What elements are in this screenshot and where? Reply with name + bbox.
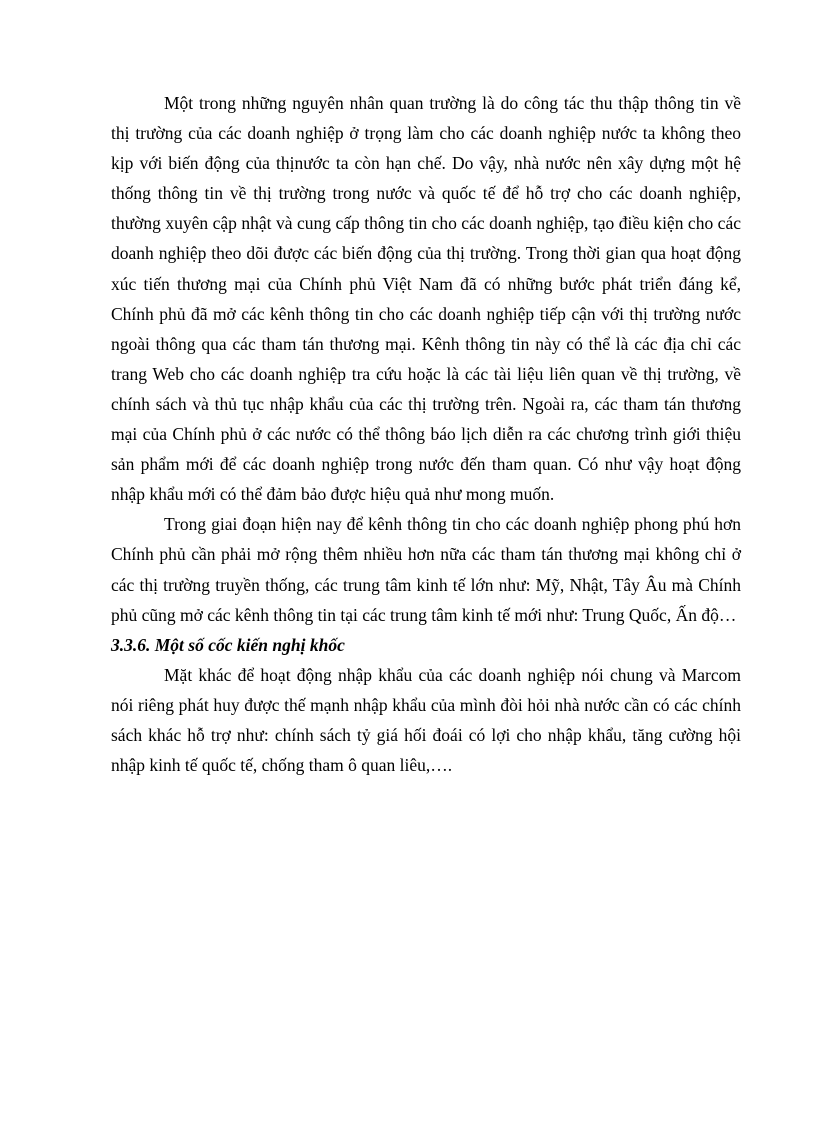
body-paragraph-3: Mặt khác để hoạt động nhập khẩu của các doanh nghiệp nói chung và Marcom nói riêng phát huy được thế mạnh nhập khẩu của mình đòi hỏi nhà nước cần có các chính sách khác hỗ trợ như: chính sách tỷ giá hối đoái có lợi cho nhập khẩu, tăng cường hội nhập kinh tế quốc tế, chống tham ô quan liêu,…. (111, 664, 741, 776)
section-heading: 3.3.6. Một số cốc kiến nghị khốc (111, 634, 345, 655)
body-paragraph-2: Trong giai đoạn hiện nay để kênh thông tin cho các doanh nghiệp phong phú hơn Chính phủ cần phải mở rộng thêm nhiều hơn nữa các tham tán thương mại không chỉ ở các thị trường truyền thống, các trung tâm kinh tế lớn như: Mỹ, Nhật, Tây Âu mà Chính phủ cũng mở các kênh thông tin tại các trung tâm kinh tế mới như: Trung Quốc, Ấn độ… (111, 514, 741, 625)
body-paragraph-1: Một trong những nguyên nhân quan trường là do công tác thu thập thông tin về thị trường của các doanh nghiệp ở trọng làm cho các doanh nghiệp nước ta không theo kịp với biến động của thịnước ta còn hạn chế. Do vậy, nhà nước nên xây dựng một hệ thống thông tin về thị trường trong nước và quốc tế để hỗ trợ cho các doanh nghiệp, thường xuyên cập nhật và cung cấp thông tin cho các doanh nghiệp, tạo điều kiện cho các doanh nghiệp theo dõi được các biến động của thị trường. Trong thời gian qua hoạt động xúc tiến thương mại của Chính phủ Việt Nam đã có những bước phát triển đáng kể, Chính phủ đã mở các kênh thông tin cho các doanh nghiệp tiếp cận với thị trường nước ngoài thông qua các tham tán thương mại. Kênh thông tin này có thể là các địa chỉ các trang Web cho các doanh nghiệp tra cứu hoặc là các tài liệu liên quan về thị trường, về chính sách và thủ tục nhập khẩu của các thị trường trên. Ngoài ra, các tham tán thương mại của Chính phủ ở các nước có thể thông báo lịch diễn ra các chương trình giới thiệu sản phẩm mới để các doanh nghiệp trong nước đến tham quan. Có như vậy hoạt động nhập khẩu mới có thể đảm bảo được hiệu quả như mong muốn. (111, 93, 741, 505)
document-page (111, 88, 741, 780)
